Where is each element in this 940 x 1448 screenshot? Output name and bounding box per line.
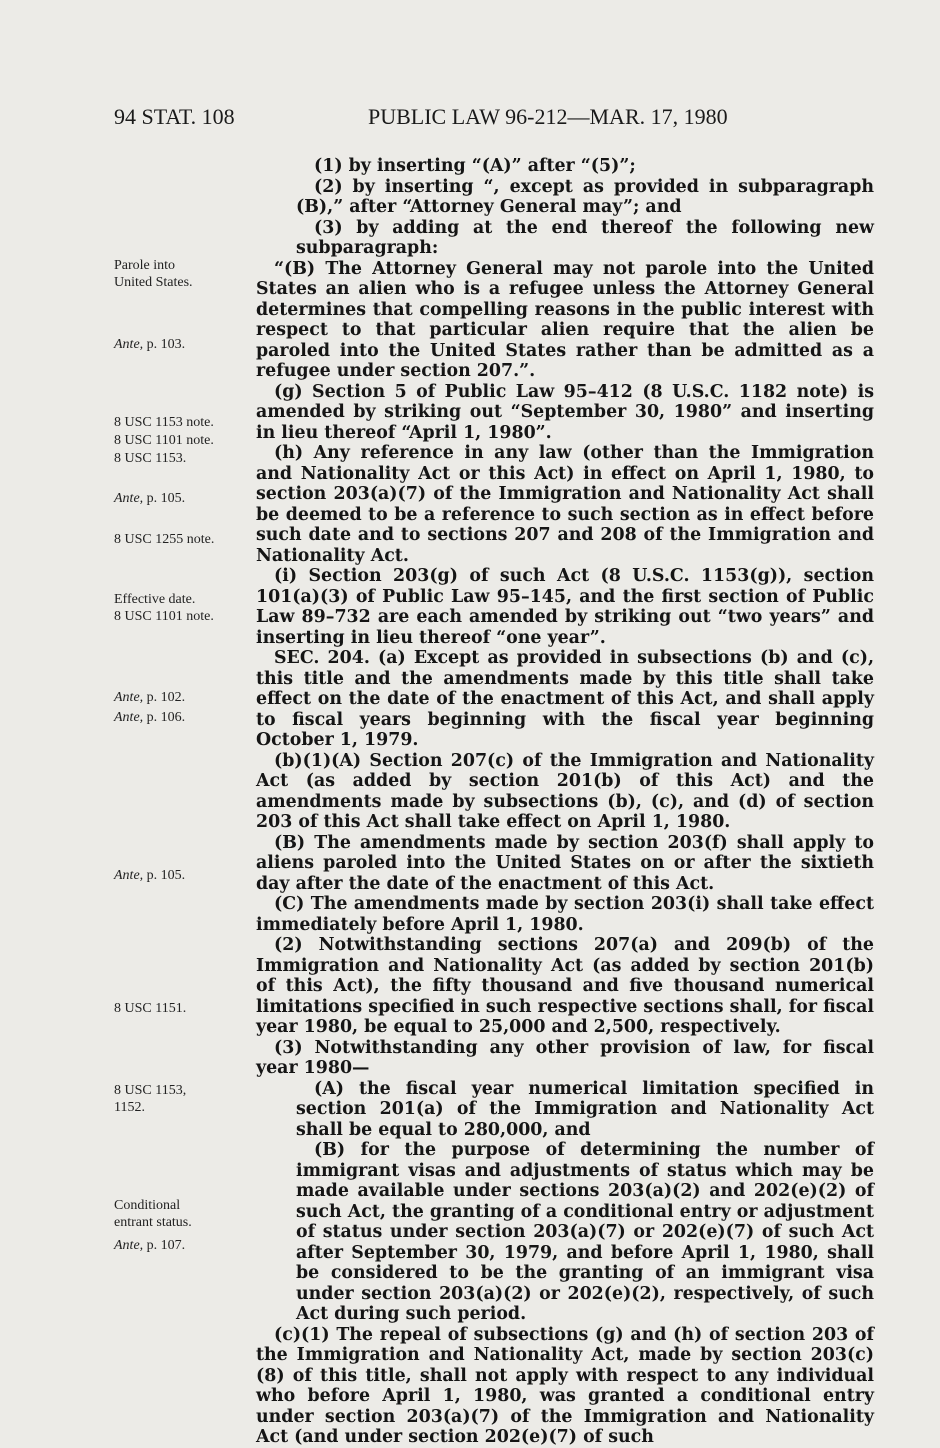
ante-label: Ante, [114,337,144,352]
margin-line: entrant status. [114,1215,192,1230]
subparagraph-b-B: (B) The amendments made by section 203(f) shall apply to aliens paroled into the United States on or after the sixtieth day after the date of the enactment of this Act. [256,832,874,894]
stat-citation: 94 STAT. 108 [114,104,235,129]
margin-line: 8 USC 1153, [114,1083,187,1098]
paragraph-2: (2) by inserting “, except as provided in subparagraph (B),” after “Attorney General may”; and [296,176,874,217]
margin-note-effective [114,591,244,625]
paragraph-3: (3) by adding at the end thereof the following new subparagraph: [296,217,874,258]
margin-line: 1152. [114,1100,145,1115]
ante-label: Ante, [114,491,144,506]
margin-note-usc [114,414,244,467]
ante-label: Ante, [114,868,144,883]
margin-line: 8 USC 1255 note. [114,532,215,547]
paragraph-b2: (2) Notwithstanding sections 207(a) and 209(b) of the Immigration and Nationality Act (as added by section 201(b) of this Act), the fifty thousand and five thousand numerical limitations specified in such respective sections shall, for fiscal year 1980, be equal to 25,000 and 2,500, respectively. [256,935,874,1037]
margin-note-1153-1152 [114,1082,244,1116]
paragraph-b3B: (B) for the purpose of determining the number of immigrant visas and adjustments of status which may be made available under sections 203(a)(2) and 202(e)(2) of such Act, the granting of a conditional entry or adjustment of status under section 203(a)(7) or 202(e)(7) of such Act after September 30, 1979, and before April 1, 1980, shall be considered to be the granting of an immigrant visa under section 203(a)(2) or 202(e)(2), respectively, of such Act during such period. [296,1140,874,1324]
subparagraph-B: “(B) The Attorney General may not parole into the United States an alien who is a refugee unless the Attorney General determines that compelling reasons in the public interest with respect to that particular alien require that the alien be paroled into the United States rather than be admitted as a refugee under section 207.”. [256,258,874,381]
ante-page: p. 105. [146,491,186,506]
margin-line: Effective date. [114,592,196,607]
margin-line: United States. [114,275,193,290]
margin-line: 8 USC 1151. [114,1001,187,1016]
ante-page: p. 103. [146,337,186,352]
subsection-i: (i) Section 203(g) of such Act (8 U.S.C. 1153(g)), section 101(a)(3) of Public Law 95–145, and the first section of Public Law 89–732 are each amended by striking out “two years” and inserting in lieu thereof “one year”. [256,566,874,648]
margin-line: Conditional [114,1198,181,1213]
subsection-b1A: (b)(1)(A) Section 207(c) of the Immigration and Nationality Act (as added by section 201(b) of this Act) and the amendments made by subsections (b), (c), and (d) of section 203 of this Act shall take effect on April 1, 1980. [256,750,874,832]
margin-note-ante-102-106 [114,689,244,726]
margin-note-conditional [114,1197,244,1254]
subsection-g: (g) Section 5 of Public Law 95–412 (8 U.S.C. 1182 note) is amended by striking out “September 30, 1980” and inserting in lieu thereof “April 1, 1980”. [256,381,874,443]
ante-page: p. 106. [146,710,186,725]
margin-line: 8 USC 1153. [114,451,187,466]
margin-note-ante-103 [114,336,244,353]
paragraph-1: (1) by inserting “(A)” after “(5)”; [314,156,636,176]
paragraph-b3A: (A) the fiscal year numerical limitation specified in section 201(a) of the Immigration and Nationality Act shall be equal to 280,000, and [296,1078,874,1140]
ante-label: Ante, [114,690,144,705]
running-head: PUBLIC LAW 96-212—MAR. 17, 1980 [368,104,728,129]
subparagraph-C: (C) The amendments made by section 203(i) shall take effect immediately before April 1, 1980. [256,894,874,935]
subsection-c1: (c)(1) The repeal of subsections (g) and (h) of section 203 of the Immigration and Nationality Act, made by section 203(c)(8) of this title, shall not apply with respect to any individual who before April 1, 1980, was granted a conditional entry under section 203(a)(7) of the Immigration and Nationality Act (and under section 202(e)(7) of such [256,1324,874,1447]
margin-line: Parole into [114,258,176,273]
statute-body [256,156,874,1448]
margin-note-1151 [114,1000,244,1017]
margin-note-1255 [114,531,244,548]
margin-note-ante-105b [114,867,244,884]
section-204: SEC. 204. (a) Except as provided in subsections (b) and (c), this title and the amendments made by this title shall take effect on the date of the enactment of this Act, and shall apply to fiscal years beginning with the fiscal year beginning October 1, 1979. [256,648,874,750]
ante-page: p. 105. [146,868,186,883]
margin-line: 8 USC 1153 note. [114,415,214,430]
ante-label: Ante, [114,710,144,725]
margin-line: 8 USC 1101 note. [114,433,214,448]
ante-label: Ante, [114,1238,144,1253]
margin-note-ante-105a [114,490,244,507]
ante-page: p. 107. [146,1238,186,1253]
margin-line: 8 USC 1101 note. [114,609,214,624]
paragraph-b3: (3) Notwithstanding any other provision of law, for fiscal year 1980— [256,1037,874,1078]
margin-note-parole [114,257,244,291]
subsection-h: (h) Any reference in any law (other than the Immigration and Nationality Act or this Act) in effect on April 1, 1980, to section 203(a)(7) of the Immigration and Nationality Act shall be deemed to be a reference to such section as in effect before such date and to sections 207 and 208 of the Immigration and Nationality Act. [256,443,874,566]
ante-page: p. 102. [146,690,186,705]
